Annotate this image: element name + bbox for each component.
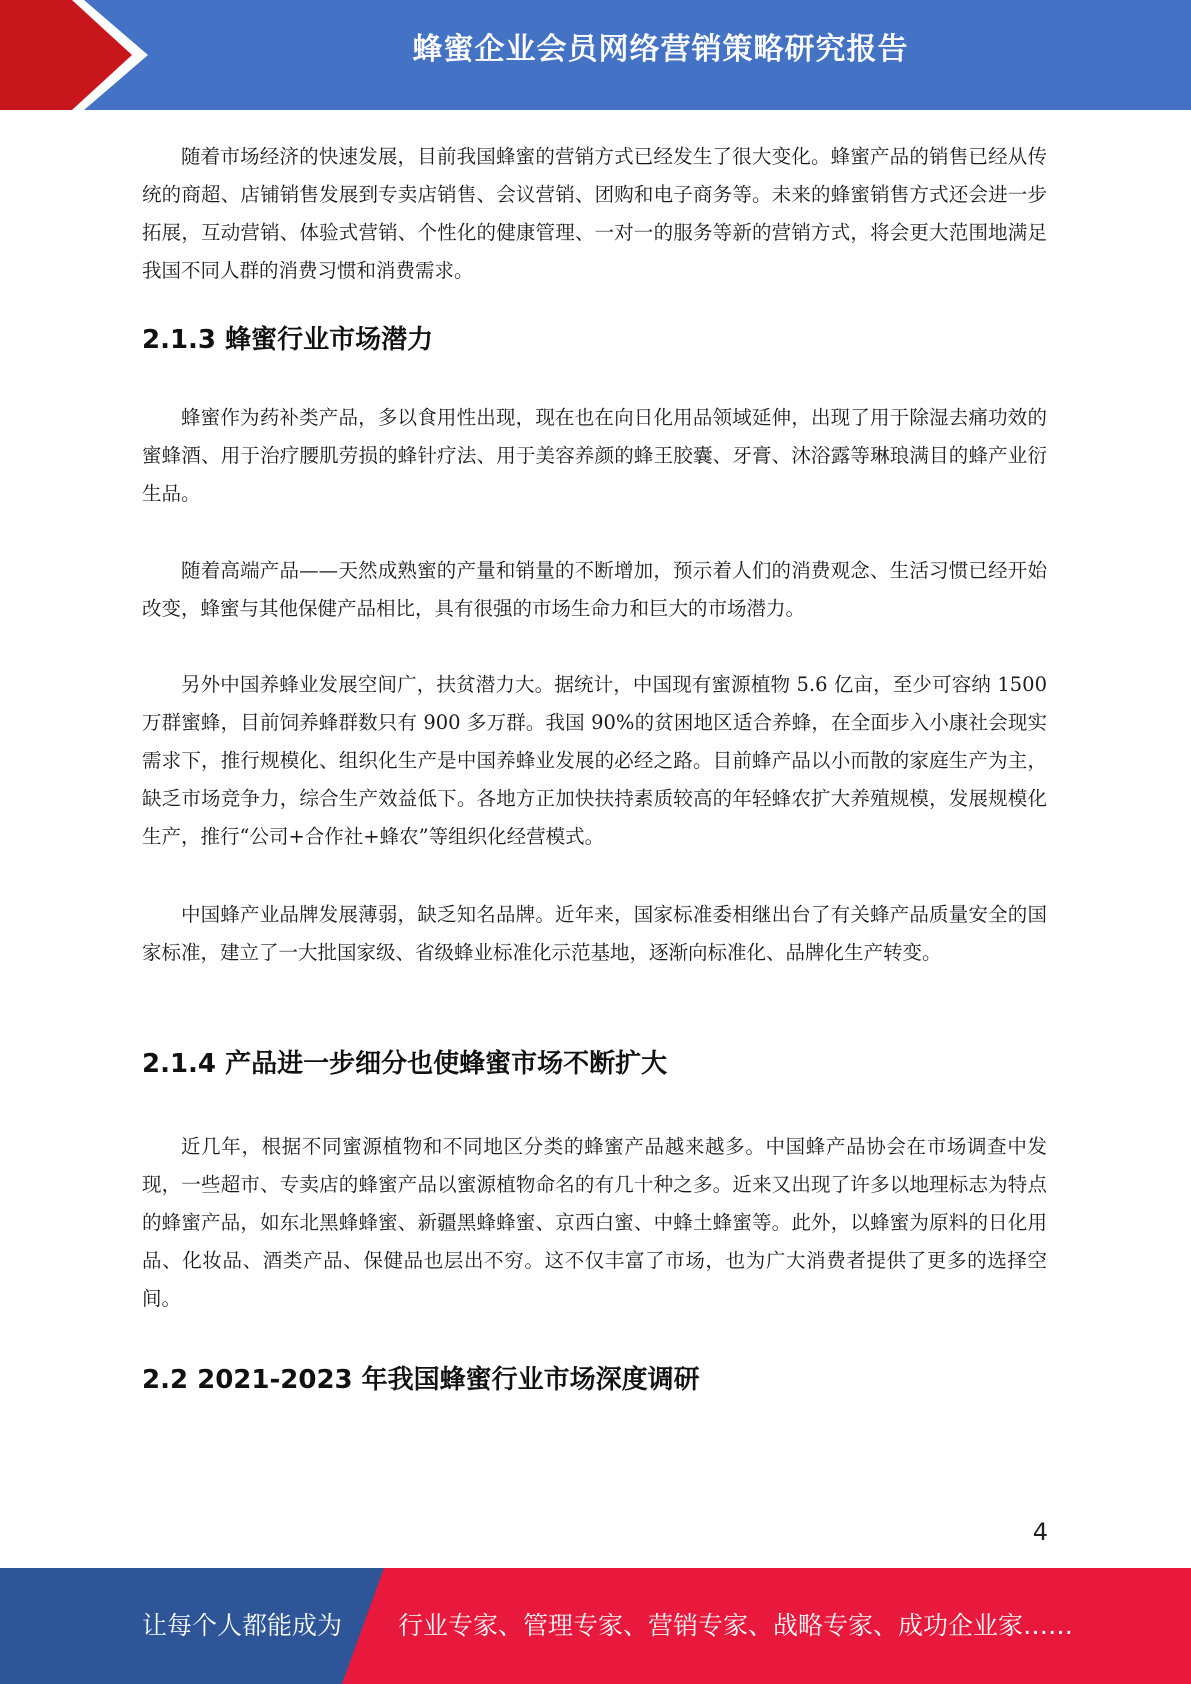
section-heading-2-2: 2.2 2021-2023 年我国蜂蜜行业市场深度调研 xyxy=(142,1365,700,1395)
page-footer xyxy=(0,1568,1191,1684)
page-header xyxy=(0,0,1191,110)
section-heading-2-1-3: 2.1.3 蜂蜜行业市场潜力 xyxy=(142,325,434,355)
intro-paragraph: 随着市场经济的快速发展，目前我国蜂蜜的营销方式已经发生了很大变化。蜂蜜产品的销售已经从传统的商超、店铺销售发展到专卖店销售、会议营销、团购和电子商务等。未来的蜂蜜销售方式还会进一步拓展，互动营销、体验式营销、个性化的健康管理、一对一的服务等新的营销方式，将会更大范围地满足我国不同人群的消费习惯和消费需求。 xyxy=(142,145,1047,282)
footer-slogan-right: 行业专家、管理专家、营销专家、战略专家、成功企业家…… xyxy=(398,1611,1074,1640)
footer-slogan-left: 让每个人都能成为 xyxy=(142,1611,343,1640)
section-heading-2-1-4: 2.1.4 产品进一步细分也使蜂蜜市场不断扩大 xyxy=(142,1049,668,1079)
paragraph-2-1-3-2: 随着高端产品——天然成熟蜜的产量和销量的不断增加，预示着人们的消费观念、生活习惯已经开始改变，蜂蜜与其他保健产品相比，具有很强的市场生命力和巨大的市场潜力。 xyxy=(142,559,1047,620)
paragraph-2-1-3-3: 另外中国养蜂业发展空间广，扶贫潜力大。据统计，中国现有蜜源植物 5.6 亿亩，至少可容纳 1500 万群蜜蜂，目前饲养蜂群数只有 900 多万群。我国 90%的贫困地区适合养蜂，在全面步入小康社会现实需求下，推行规模化、组织化生产是中国养蜂业发展的必经之路。目前蜂产品以小而散的家庭生产为主，缺乏市场竞争力，综合生产效益低下。各地方正加快扶持素质较高的年轻蜂农扩大养殖规模，发展规模化生产，推行“公司+合作社+蜂农”等组织化经营模式。 xyxy=(142,673,1047,848)
report-title: 蜂蜜企业会员网络营销策略研究报告 xyxy=(412,32,909,67)
paragraph-2-1-4-1: 近几年，根据不同蜜源植物和不同地区分类的蜂蜜产品越来越多。中国蜂产品协会在市场调查中发现，一些超市、专卖店的蜂蜜产品以蜜源植物命名的有几十种之多。近来又出现了许多以地理标志为特点的蜂蜜产品，如东北黑蜂蜂蜜、新疆黑蜂蜂蜜、京西白蜜、中蜂土蜂蜜等。此外，以蜂蜜为原料的日化用品、化妆品、酒类产品、保健品也层出不穷。这不仅丰富了市场，也为广大消费者提供了更多的选择空间。 xyxy=(142,1135,1047,1310)
page-number: 4 xyxy=(1032,1518,1048,1546)
paragraph-2-1-3-1: 蜂蜜作为药补类产品，多以食用性出现，现在也在向日化用品领域延伸，出现了用于除湿去痛功效的蜜蜂酒、用于治疗腰肌劳损的蜂针疗法、用于美容养颜的蜂王胶囊、牙膏、沐浴露等琳琅满目的蜂产业衍生品。 xyxy=(142,406,1047,505)
paragraph-2-1-3-4: 中国蜂产业品牌发展薄弱，缺乏知名品牌。近年来，国家标准委相继出台了有关蜂产品质量安全的国家标准，建立了一大批国家级、省级蜂业标准化示范基地，逐渐向标准化、品牌化生产转变。 xyxy=(142,903,1047,964)
